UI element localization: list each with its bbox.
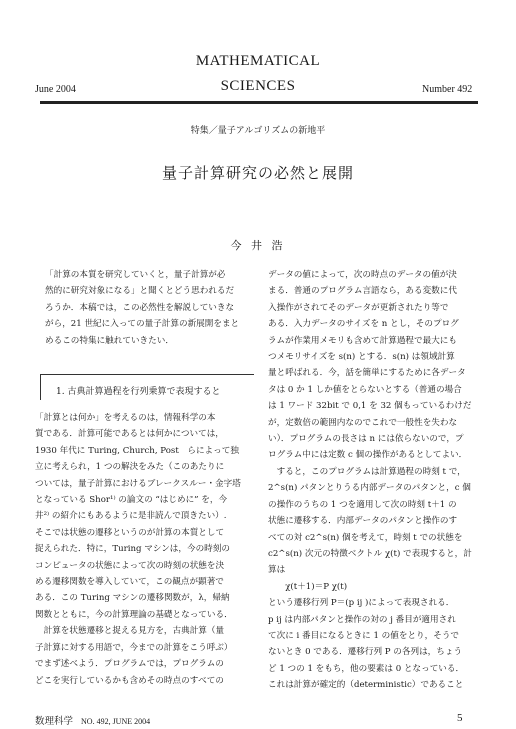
body-line: 関数とともに，今の計算理論の基礎となっている． [35,609,233,620]
journal-title-line1: MATHEMATICAL [195,53,321,69]
body-line: ある．この Turing マシンの遷移関数が，λ，帰納 [35,593,230,604]
body-line: 2^s(n) パタンとりうる内部データのパタンと，c 個 [268,483,471,494]
body-line: 井²⁾ の紹介にもあるように是非読んで頂きたい）. [35,511,227,522]
journal-title-line2: SCIENCES [220,78,296,94]
body-line: ついては，量子計算におけるブレークスルー・金字塔 [35,478,241,489]
body-line: どこを実行しているかも含めその時点のすべての [35,675,224,686]
body-line: い）．プログラムの長さは n には依らないので，プ [268,434,464,445]
right-column-body [268,267,483,694]
body-line: c2^s(n) 次元の特徴ベクトル χ(t) で表現すると，計 [268,548,472,559]
body-line: まる．普通のプログラム言語なら，ある変数に代 [268,286,457,297]
body-line: 量と呼ばれる．今，話を簡単にするために各データ [268,368,466,379]
body-line: が，定数倍の範囲内なのでこれで一般性を失わな [268,417,458,428]
body-line: コンピュータの状態によって次の時刻の状態を決 [35,560,225,571]
body-line: は 1 ワード 32bit で 0,1 を 32 個もっているわけだ [268,401,472,412]
body-line: となっている Shor¹⁾ の論文の “はじめに” を，今 [35,495,228,506]
body-line: ある．入力データのサイズを n とし，そのプログ [268,319,459,330]
body-line: べての対 c2^s(n) 個を考えて，時刻 t での状態を [268,532,463,543]
body-line: ログラム中には定数 c 個の操作があるとしてよい． [268,450,468,461]
intro-line: がら，21 世紀に入っての量子計算の新展開をまと [45,319,240,330]
section1-body [35,410,260,689]
body-line: 立に考えられ，1 つの解決をみた（このあたりに [35,462,225,473]
page-number: 5 [457,712,463,724]
body-line: p ij は内部パタンと操作の対の j 番目が適用され [268,614,456,625]
body-line: 質である．計算可能であるとは何かについては， [35,429,224,440]
article-title: 量子計算研究の必然と展開 [161,164,354,182]
body-line: タは 0 か 1 しか値をとらないとする（普通の場合 [268,384,462,395]
body-line: すると，このプログラムは計算過程の時刻 t で， [268,466,466,477]
equation: χ(t＋1)＝P χ(t) [268,581,348,592]
footer-journal-name: 数理科学 [35,716,74,727]
body-line: つメモリサイズを s(n) とする．s(n) は領域計算 [268,352,455,363]
footer-journal [35,713,150,727]
body-line: データの値によって，次の時点のデータの値が決 [268,270,457,280]
body-line: ど 1 つの 1 をもち，他の要素は 0 となっている． [268,663,465,674]
body-line: める遷移関数を導入していて，この観点が顕著で [35,577,224,588]
section-heading: 1. 古典計算過程を行列乗算で表現すると [56,387,221,397]
issue-number: Number 492 [422,84,473,95]
body-line: 子計算に対する用語で，今までの計算をこう呼ぶ） [35,642,233,653]
body-line: という遷移行列 P＝(p ij )によって表現される． [268,598,455,609]
body-line: これは計算が確定的（deterministic）であること [268,680,464,691]
body-line: 1930 年代に Turing, Church, Post らによって独 [35,445,239,456]
header-rule [40,101,478,104]
body-line: 捉えられた．特に，Turing マシンは，今の時刻の [35,544,230,555]
issue-date: June 2004 [35,84,76,95]
body-line: 状態に遷移する．内部データのパタンと操作のす [268,516,458,527]
intro-paragraph [45,267,260,349]
footer-volume: NO. 492, JUNE 2004 [81,717,151,726]
body-line: 「計算とは何か」を考えるのは，情報科学の本 [35,413,216,423]
body-line: 算は [268,565,286,576]
series-title: 特集／量子アルゴリズムの新地平 [190,126,326,136]
body-line: の操作のうちの 1 つを適用して次の時刻 t＋1 の [268,499,457,510]
body-line: 入操作がされてそのデータが更新されたり等で [268,302,449,313]
intro-line: 「計算の本質を研究していくと，量子計算が必 [45,270,226,280]
intro-line: めるこの特集に触れていきたい． [45,335,174,346]
body-line: 計算を状態遷移と捉える見方を，古典計算（量 [35,626,225,637]
body-line: ラムが作業用メモリも含めて計算過程で最大にも [268,335,457,346]
body-line: ないとき 0 である．遷移行列 P の各列は，ちょう [268,647,463,658]
intro-line: ろうか．本稿では，この必然性を解説していきな [45,302,235,313]
body-line: て次に i 番目になるときに 1 の値をとり，そうで [268,630,460,641]
author-name: 今 井 浩 [230,239,286,252]
body-line: そこでは状態の遷移というのが計算の本質として [35,527,225,538]
body-line: でまず述べよう．プログラムでは，プログラムの [35,659,224,670]
intro-line: 然的に研究対象になる」と聞くとどう思われるだ [45,286,235,297]
